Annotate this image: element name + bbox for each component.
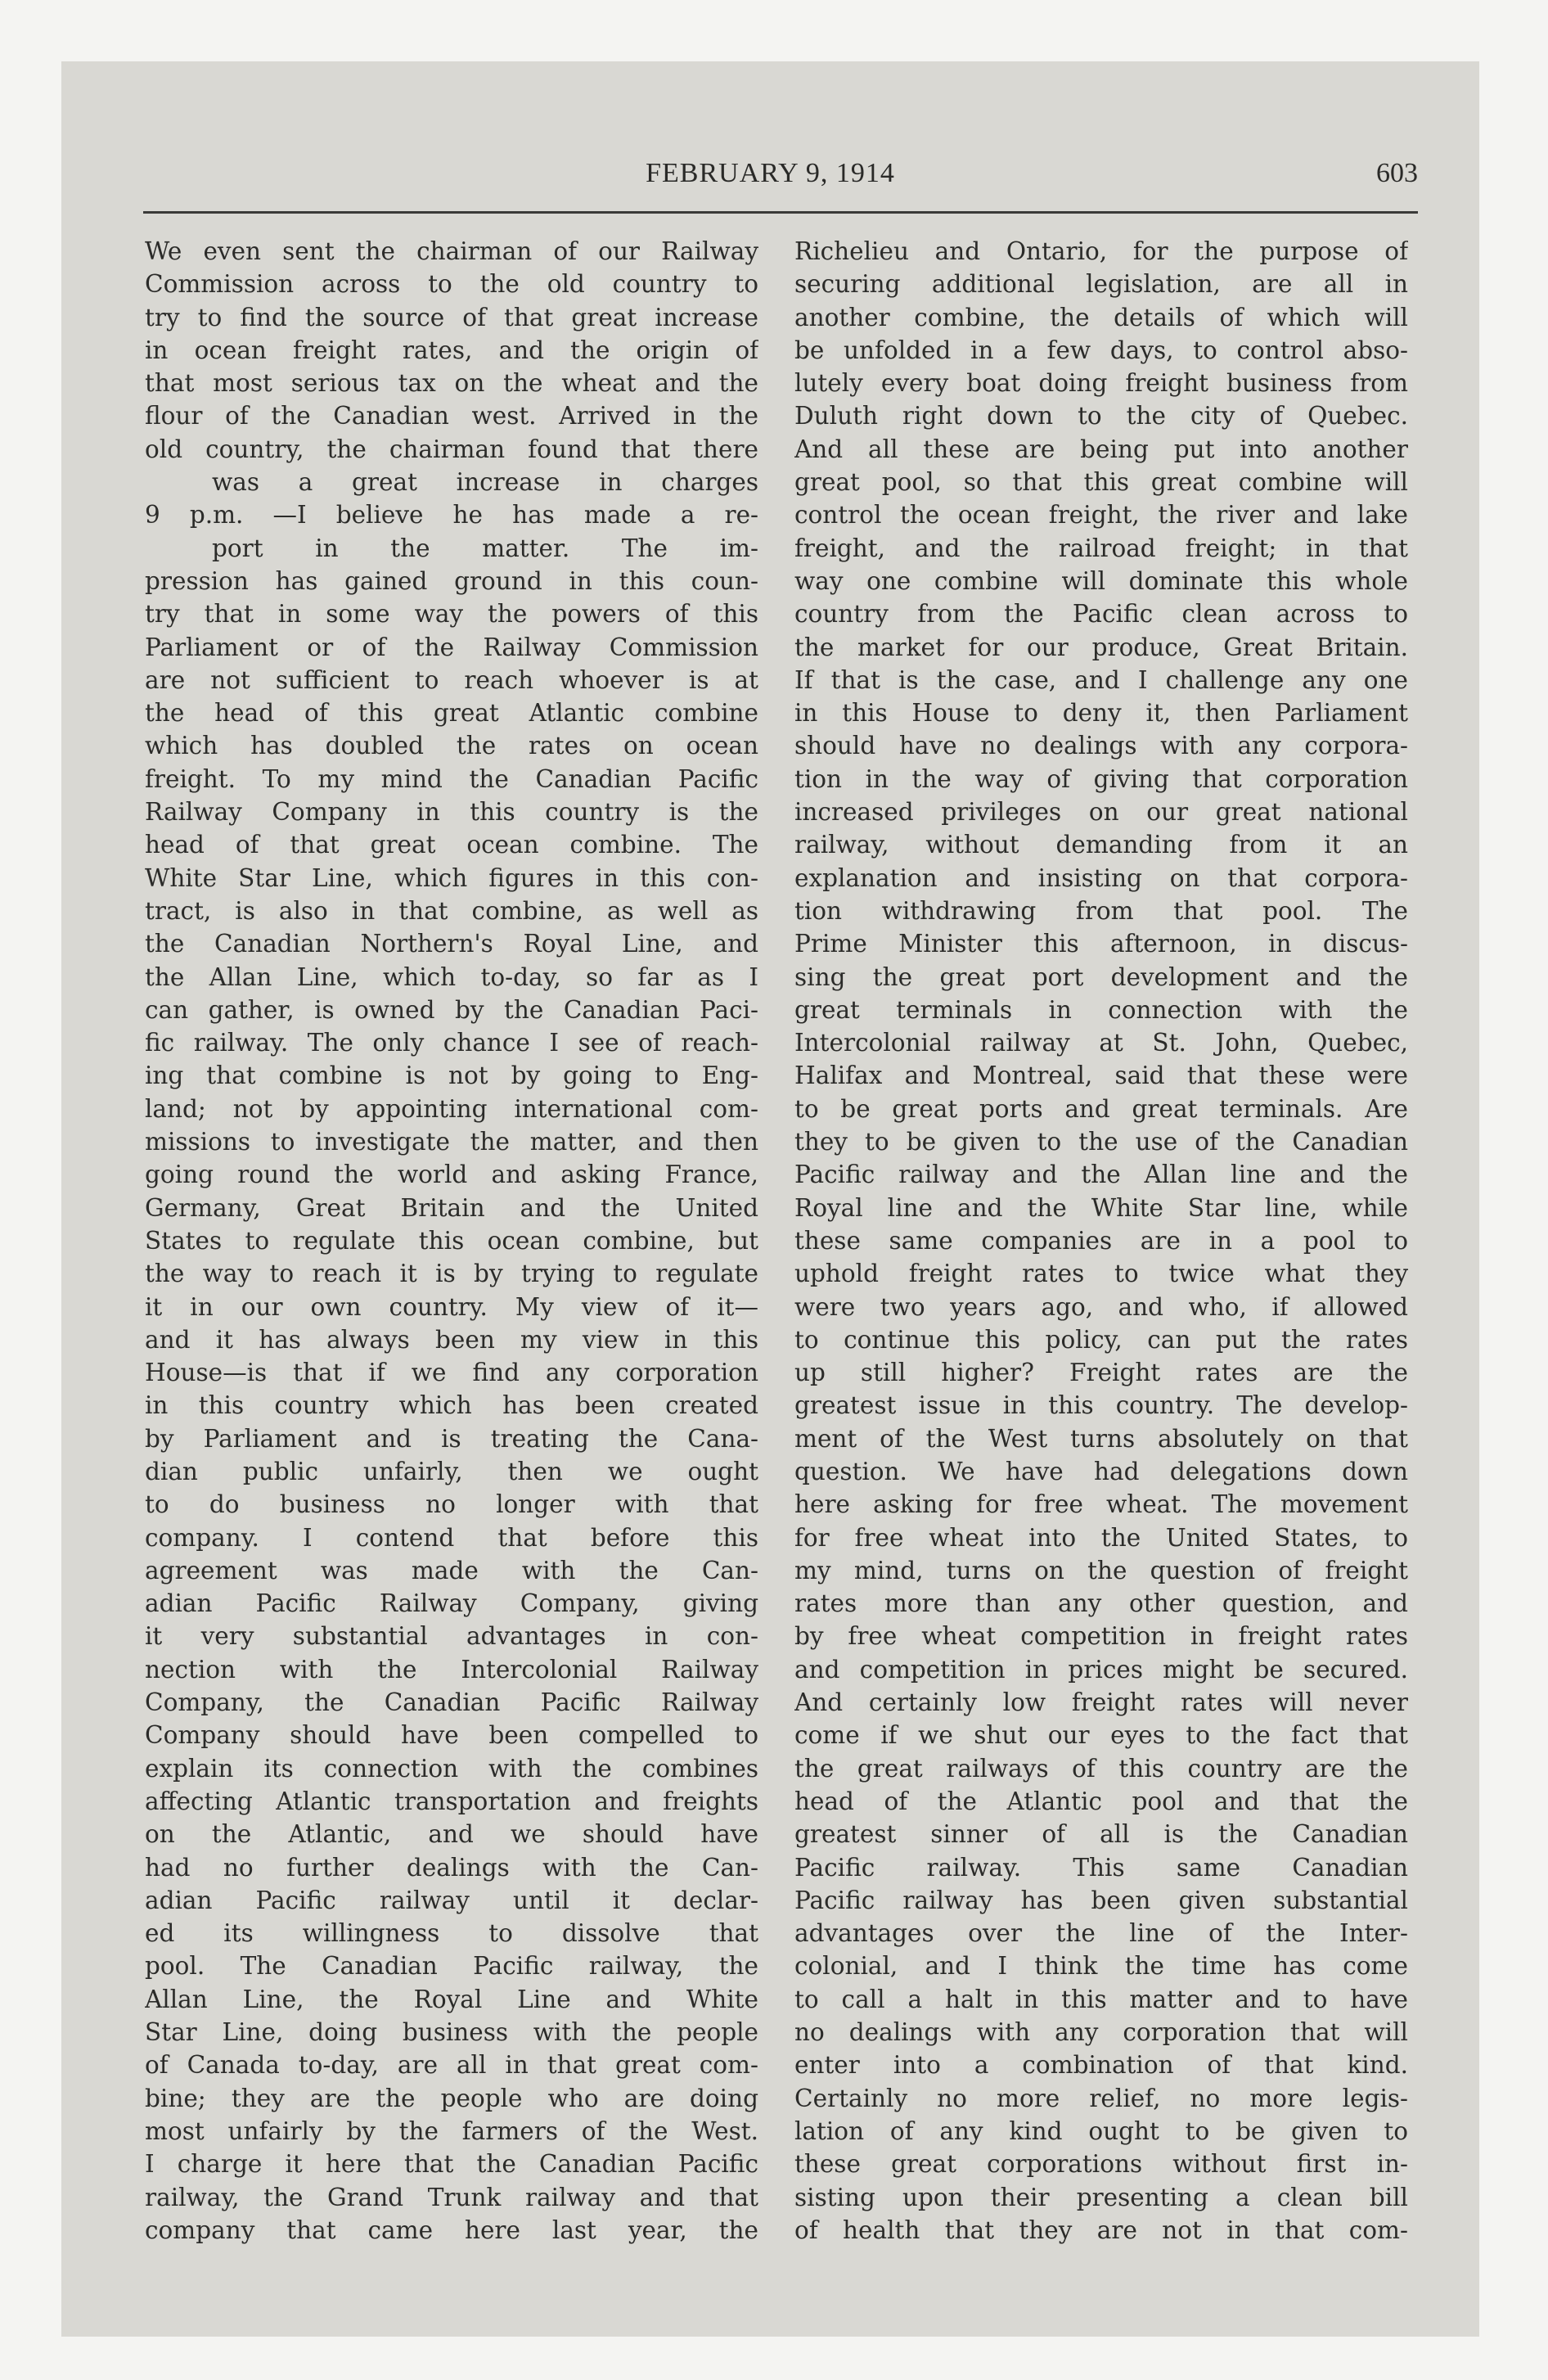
text-line: Commission across to the old country to: [145, 270, 758, 299]
text-line: company that came here last year, the: [145, 2215, 758, 2244]
text-line: be unfolded in a few days, to control abso-: [794, 336, 1408, 364]
text-line: Intercolonial railway at St. John, Quebec,: [794, 1029, 1408, 1057]
text-line: lation of any kind ought to be given to: [794, 2116, 1408, 2145]
text-line: Pacific railway has been given substantial: [794, 1886, 1408, 1914]
text-line: Company should have been compelled to: [145, 1721, 758, 1750]
text-line: Prime Minister this afternoon, in discus-: [794, 930, 1408, 958]
text-line: and it has always been my view in this: [145, 1325, 758, 1354]
text-line: my mind, turns on the question of freight: [794, 1556, 1408, 1584]
text-line: no dealings with any corporation that will: [794, 2018, 1408, 2047]
text-line: for free wheat into the United States, to: [794, 1523, 1408, 1552]
text-line: most unfairly by the farmers of the West.: [145, 2116, 758, 2145]
text-line: 9 p.m. —I believe he has made a re-: [145, 501, 758, 530]
page-scan: [61, 61, 1479, 2337]
text-line: advantages over the line of the Inter-: [794, 1919, 1408, 1948]
text-line: by Parliament and is treating the Cana-: [145, 1424, 758, 1453]
text-line: increased privileges on our great national: [794, 798, 1408, 827]
text-line: was a great increase in charges: [212, 468, 758, 497]
text-line: ing that combine is not by going to Eng-: [145, 1062, 758, 1090]
text-line: great pool, so that this great combine will: [794, 468, 1408, 497]
text-line: Certainly no more relief, no more legis-: [794, 2084, 1408, 2112]
text-line: come if we shut our eyes to the fact that: [794, 1721, 1408, 1750]
text-line: great terminals in connection with the: [794, 995, 1408, 1024]
text-line: And certainly low freight rates will never: [794, 1688, 1408, 1717]
text-line: another combine, the details of which will: [794, 303, 1408, 331]
text-line: control the ocean freight, the river and lake: [794, 501, 1408, 530]
text-line: fic railway. The only chance I see of reach-: [145, 1029, 758, 1057]
text-line: tion in the way of giving that corporation: [794, 764, 1408, 793]
text-line: rates more than any other question, and: [794, 1589, 1408, 1618]
text-line: in this country which has been created: [145, 1391, 758, 1420]
text-line: adian Pacific Railway Company, giving: [145, 1589, 758, 1618]
text-line: colonial, and I think the time has come: [794, 1952, 1408, 1981]
text-line: Richelieu and Ontario, for the purpose of: [794, 237, 1408, 265]
text-line: that most serious tax on the wheat and the: [145, 369, 758, 398]
page-number: 603: [1376, 158, 1418, 188]
text-line: We even sent the chairman of our Railway: [145, 237, 758, 265]
text-line: Star Line, doing business with the people: [145, 2018, 758, 2047]
text-line: port in the matter. The im-: [212, 534, 758, 562]
text-line: the Canadian Northern's Royal Line, and: [145, 930, 758, 958]
text-line: affecting Atlantic transportation and freights: [145, 1787, 758, 1815]
text-line: going round the world and asking France,: [145, 1161, 758, 1189]
text-line: ment of the West turns absolutely on that: [794, 1424, 1408, 1453]
text-line: nection with the Intercolonial Railway: [145, 1655, 758, 1684]
text-line: here asking for free wheat. The movement: [794, 1490, 1408, 1519]
text-line: And all these are being put into another: [794, 435, 1408, 463]
text-line: of health that they are not in that com-: [794, 2215, 1408, 2244]
text-line: on the Atlantic, and we should have: [145, 1820, 758, 1849]
text-line: ed its willingness to dissolve that: [145, 1919, 758, 1948]
text-line: should have no dealings with any corpora-: [794, 732, 1408, 760]
text-line: dian public unfairly, then we ought: [145, 1457, 758, 1485]
text-line: pool. The Canadian Pacific railway, the: [145, 1952, 758, 1981]
text-line: explanation and insisting on that corpora-: [794, 863, 1408, 892]
text-line: tract, is also in that combine, as well as: [145, 896, 758, 925]
text-line: it very substantial advantages in con-: [145, 1622, 758, 1651]
text-line: Parliament or of the Railway Commission: [145, 633, 758, 661]
text-line: enter into a combination of that kind.: [794, 2051, 1408, 2080]
left-column: [145, 235, 758, 2247]
header-rule: [143, 211, 1418, 214]
text-line: greatest issue in this country. The develop-: [794, 1391, 1408, 1420]
text-line: the Allan Line, which to-day, so far as I: [145, 962, 758, 991]
text-line: head of that great ocean combine. The: [145, 831, 758, 859]
text-line: try that in some way the powers of this: [145, 600, 758, 629]
text-line: had no further dealings with the Can-: [145, 1853, 758, 1882]
text-line: sing the great port development and the: [794, 962, 1408, 991]
text-line: tion withdrawing from that pool. The: [794, 896, 1408, 925]
text-line: company. I contend that before this: [145, 1523, 758, 1552]
text-line: greatest sinner of all is the Canadian: [794, 1820, 1408, 1849]
text-line: railway, without demanding from it an: [794, 831, 1408, 859]
text-line: the way to reach it is by trying to regulate: [145, 1260, 758, 1288]
text-line: Halifax and Montreal, said that these were: [794, 1062, 1408, 1090]
text-line: were two years ago, and who, if allowed: [794, 1292, 1408, 1321]
text-line: and competition in prices might be secured.: [794, 1655, 1408, 1684]
text-line: in ocean freight rates, and the origin of: [145, 336, 758, 364]
text-line: securing additional legislation, are all in: [794, 270, 1408, 299]
text-line: up still higher? Freight rates are the: [794, 1359, 1408, 1387]
text-line: Pacific railway. This same Canadian: [794, 1853, 1408, 1882]
text-line: Duluth right down to the city of Quebec.: [794, 402, 1408, 430]
text-line: Allan Line, the Royal Line and White: [145, 1985, 758, 2013]
text-line: are not sufficient to reach whoever is at: [145, 665, 758, 694]
text-line: pression has gained ground in this coun-: [145, 566, 758, 595]
text-line: railway, the Grand Trunk railway and that: [145, 2183, 758, 2211]
text-line: which has doubled the rates on ocean: [145, 732, 758, 760]
text-line: freight. To my mind the Canadian Pacific: [145, 764, 758, 793]
text-line: Railway Company in this country is the: [145, 798, 758, 827]
text-line: country from the Pacific clean across to: [794, 600, 1408, 629]
text-line: of Canada to-day, are all in that great com-: [145, 2051, 758, 2080]
text-line: head of the Atlantic pool and that the: [794, 1787, 1408, 1815]
header-date: FEBRUARY 9, 1914: [646, 158, 895, 188]
text-line: in this House to deny it, then Parliament: [794, 699, 1408, 728]
text-line: the market for our produce, Great Britain.: [794, 633, 1408, 661]
text-line: they to be given to the use of the Canadian: [794, 1128, 1408, 1156]
text-line: flour of the Canadian west. Arrived in the: [145, 402, 758, 430]
text-line: land; not by appointing international com-: [145, 1094, 758, 1123]
text-line: States to regulate this ocean combine, but: [145, 1226, 758, 1255]
text-line: to continue this policy, can put the rates: [794, 1325, 1408, 1354]
right-column: [794, 235, 1408, 2247]
text-line: question. We have had delegations down: [794, 1457, 1408, 1485]
text-line: by free wheat competition in freight rates: [794, 1622, 1408, 1651]
text-line: House—is that if we find any corporation: [145, 1359, 758, 1387]
text-line: White Star Line, which figures in this con-: [145, 863, 758, 892]
text-line: freight, and the railroad freight; in that: [794, 534, 1408, 562]
text-line: the head of this great Atlantic combine: [145, 699, 758, 728]
page-header: [61, 158, 1479, 199]
text-line: missions to investigate the matter, and then: [145, 1128, 758, 1156]
text-line: old country, the chairman found that there: [145, 435, 758, 463]
text-line: the great railways of this country are the: [794, 1754, 1408, 1783]
text-line: adian Pacific railway until it declar-: [145, 1886, 758, 1914]
text-line: bine; they are the people who are doing: [145, 2084, 758, 2112]
text-line: I charge it here that the Canadian Pacific: [145, 2150, 758, 2179]
text-line: sisting upon their presenting a clean bill: [794, 2183, 1408, 2211]
text-line: way one combine will dominate this whole: [794, 566, 1408, 595]
text-line: to call a halt in this matter and to have: [794, 1985, 1408, 2013]
text-line: these great corporations without first in-: [794, 2150, 1408, 2179]
text-line: these same companies are in a pool to: [794, 1226, 1408, 1255]
text-line: lutely every boat doing freight business from: [794, 369, 1408, 398]
text-line: it in our own country. My view of it—: [145, 1292, 758, 1321]
text-line: Germany, Great Britain and the United: [145, 1193, 758, 1222]
text-line: can gather, is owned by the Canadian Paci-: [145, 995, 758, 1024]
text-line: Pacific railway and the Allan line and the: [794, 1161, 1408, 1189]
text-line: uphold freight rates to twice what they: [794, 1260, 1408, 1288]
text-line: to do business no longer with that: [145, 1490, 758, 1519]
text-line: Royal line and the White Star line, while: [794, 1193, 1408, 1222]
text-line: try to find the source of that great increase: [145, 303, 758, 331]
text-line: Company, the Canadian Pacific Railway: [145, 1688, 758, 1717]
text-line: agreement was made with the Can-: [145, 1556, 758, 1584]
text-line: explain its connection with the combines: [145, 1754, 758, 1783]
text-line: to be great ports and great terminals. Are: [794, 1094, 1408, 1123]
text-line: If that is the case, and I challenge any one: [794, 665, 1408, 694]
